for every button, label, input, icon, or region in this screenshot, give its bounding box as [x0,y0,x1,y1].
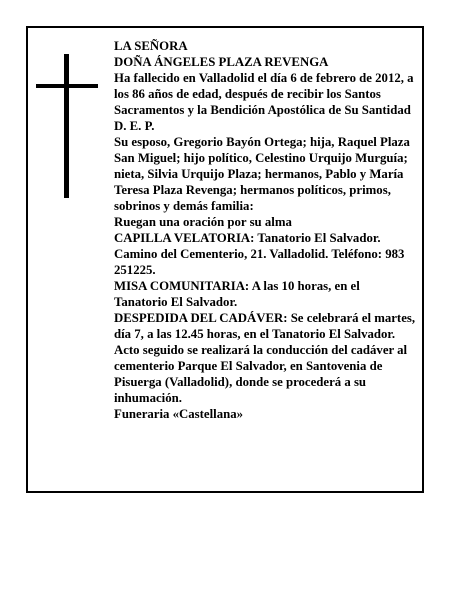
cross-horizontal-bar [36,84,98,88]
body-line: Tanatorio El Salvador. [114,295,238,309]
body-line: Teresa Plaza Revenga; hermanos políticos, primos, [114,183,391,197]
body-line: Camino del Cementerio, 21. Valladolid. Teléfono: 983 [114,247,405,261]
body-line: cementerio Parque El Salvador, en Santovenia de [114,359,383,373]
obituary-title-line: LA SEÑORA [114,39,188,53]
body-line: Sacramentos y la Bendición Apostólica de Su Santidad [114,103,411,117]
body-line: día 7, a las 12.45 horas, en el Tanatorio El Salvador. [114,327,396,341]
funeral-home: Funeraria «Castellana» [114,407,244,421]
body-line: 251225. [114,263,156,277]
cross-icon [36,54,98,198]
body-line: Ruegan una oración por su alma [114,215,292,229]
body-line: Su esposo, Gregorio Bayón Ortega; hija, Raquel Plaza [114,135,410,149]
body-line: inhumación. [114,391,182,405]
body-line: DESPEDIDA DEL CADÁVER: Se celebrará el martes, [114,311,416,325]
body-line: sobrinos y demás familia: [114,199,254,213]
body-line: nieta, Silvia Urquijo Plaza; hermanos, Pablo y María [114,167,404,181]
body-line: Pisuerga (Valladolid), donde se procederá a su [114,375,367,389]
body-line: San Miguel; hijo político, Celestino Urquijo Murguía; [114,151,408,165]
cross-vertical-bar [64,54,69,198]
body-line: CAPILLA VELATORIA: Tanatorio El Salvador. [114,231,381,245]
deceased-name: DOÑA ÁNGELES PLAZA REVENGA [114,55,329,69]
body-line: los 86 años de edad, después de recibir los Santos [114,87,381,101]
body-line: D. E. P. [114,119,155,133]
obituary-text [114,38,424,422]
body-line: Ha fallecido en Valladolid el día 6 de febrero de 2012, a [114,71,414,85]
body-line: MISA COMUNITARIA: A las 10 horas, en el [114,279,360,293]
body-line: Acto seguido se realizará la conducción del cadáver al [114,343,408,357]
